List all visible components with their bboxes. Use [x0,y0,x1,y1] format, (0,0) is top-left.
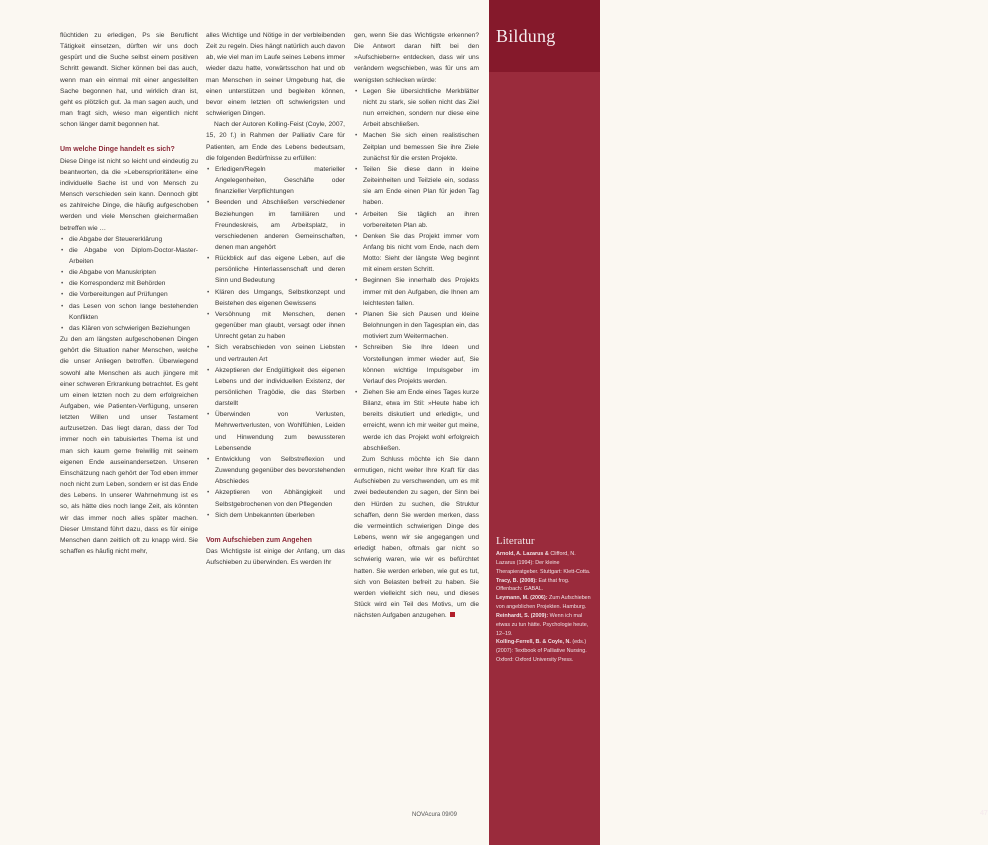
paragraph: Nach der Autoren Kolling-Feist (Coyle, 2007, 15, 20 f.) in Rahmen der Palliativ Care für Patienten, am Ende des Lebens bedeutsam, die folgenden Bedürfnisse zu erfüllen: [206,121,345,162]
list-item: • Rückblick auf das eigene Leben, auf die persönliche Hinterlassenschaft und deren Sinn und Bedeutung [206,253,345,286]
reference-text: Clifford, N. Lazarus (1994): Der kleine Therapieratgeber. Stuttgart: Klett-Cotta. [496,551,591,575]
section-heading: Vom Aufschieben zum Angehen [206,536,312,544]
reference-author: Reinhardt, S. (2009): [496,612,549,619]
list-item: • Denken Sie das Projekt immer vom Anfang bis nicht vom Ende, nach dem Motto: Sieht der längste Weg beginnt mit einem ersten Schritt. [354,231,479,276]
list-item: • Versöhnung mit Menschen, denen gegenüber man glaubt, versagt oder ihnen Unrecht getan zu haben [206,309,345,342]
reference-text: Zum Aufschieben von angeblichen Projekten. Hamburg. [496,595,591,611]
text-column-3 [354,30,479,621]
list-item: • Teilen Sie diese dann in kleine Zeiteinheiten und Teilziele ein, sodass sie am Ende einen Plan für jeden Tag haben. [354,164,479,209]
paragraph: flüchtiden zu erledigen, Ps sie Beruflicht Tätigkeit einsetzen, dürften wir uns doch gespürt und die Suche selbst einem positiven Schritt gewandt. Sicher können bei das auch, wenn man ein einmal mit einer angestellten Sache begonnen hat, und wirklich dran ist, geht es plötzlich gut. Ja man sagen auch, und man fragt sich, wieso man eigentlich nicht schon länger damit begonnen hat. [60,32,198,129]
list-item: • die Vorbereitungen auf Prüfungen [60,289,198,300]
reference-author: Leymann, M. (2006): [496,595,548,602]
reference-text: Wenn ich mal etwas zu tun hätte. Psychologie heute, 12–19. [496,612,589,637]
list-item: • das Lesen von schon lange bestehenden Konflikten [60,301,198,323]
literature-list [496,550,594,665]
bullet-list [60,234,198,334]
list-item: • Arbeiten Sie täglich an ihren vorbereiteten Plan ab. [354,209,479,231]
list-item: • Entwicklung von Selbstreflexion und Zuwendung gegenüber des bevorstehenden Abschiedes [206,454,345,487]
paragraph-text: Zum Schluss möchte ich Sie dann ermutigen, nicht weiter Ihre Kraft für das Aufschieben zu verschwenden, um es mit zwei bedeutenden zu sagen, der Sinn bei den Hürden zu suchen, die Struktur schaffen, denn Sie werden merken, dass die vermeintlich schwierigen Dinge des Lebens, wenn wir sie angegangen und erledigt haben, oftmals gar nicht so schwierig waren, wie wir es befürchtet hatten. Sie werden erleben, wie gut es tut, sich von Belasten befreit zu haben. Sie werden vielleicht sich neu, und dieses Stück wird ein Teil des Motivs, um die nächsten Aufgaben anzugehen. [354,455,479,620]
reference-text: Eat that frog. Offenbach: GABAL. [496,577,570,593]
sidebar [489,0,988,845]
list-item: • Beginnen Sie innerhalb des Projekts immer mit den Aufgaben, die Ihnen am leichtesten fallen. [354,275,479,308]
reference [496,577,594,595]
section-heading: Um welche Dinge handelt es sich? [60,146,175,154]
list-item: • Überwinden von Verlusten, Mehrwertverlusten, von Wohlfühlen, Leiden und Hinwendung zum bewussteren Lebensende [206,409,345,454]
end-of-article-mark [450,612,455,617]
bullet-list [354,86,479,454]
paragraph: Diese Dinge ist nicht so leicht und eindeutig zu beantworten, da die »Lebensprioritäten« eine individuelle Sache ist und von Mensch zu Mensch verschieden sein kann. Dennoch gibt es zahlreiche Dinge, die häufig aufgeschoben werden und viele Menschen gleichermaßen betreffen wie … [60,157,198,232]
magazine-issue: NOVAcura 09/09 [412,812,457,818]
paragraph: Zu den am längsten aufgeschobenen Dingen gehört die Situation naher Menschen, welche die unser Anliegen betroffen. Überwiegend sowohl alte Menschen als auch jüngere mit einer schweren Erkrankung betrachtet. Es geht um einen letzten noch zu dem erfolgreichen Aufgaben, wie Patienten-Verfügung, unseren letzten Willen und unser Testament aufzusetzen. Das liegt daran, dass der Tod immer noch ein tabuisiertes Thema ist und man sich kaum gerne freiwillig mit seinem eigenen Ende auseinandersetzen. Unseren Einschätzung nach gehört der Tod eben immer noch nicht zum Leben, sondern er ist das Ende des Lebens. In unserer Wahrnehmung ist es so, als hätte dies noch lange Zeit, als könnten wir das immer noch alles später machen. Dieser Umstand führt dazu, dass es für einige Menschen dann zeitlich oft zu knapp wird. Sie schaffen es häufig nicht mehr, [60,336,198,556]
list-item: • Machen Sie sich einen realistischen Zeitplan und bemessen Sie ihre Ziele zunächst für die ersten Projekte. [354,130,479,163]
section-title: Bildung [496,26,556,46]
reference-author: Arnold, A. Lazarus & [496,551,549,557]
list-item: • Sich verabschieden von seinen Liebsten und vertrauten Art [206,342,345,364]
list-item: • die Korrespondenz mit Behörden [60,278,198,289]
reference [496,612,594,639]
reference [496,638,594,665]
text-column-2 [206,30,345,568]
paragraph [354,454,479,621]
reference-author: Tracy, B. (2008): [496,577,537,584]
text-column-1 [60,30,198,557]
list-item: • Planen Sie sich Pausen und kleine Belohnungen in den Tagesplan ein, das motiviert zum Weitermachen. [354,309,479,342]
literature-heading: Literatur [496,535,535,547]
list-item: • Akzeptieren der Endgültigkeit des eigenen Lebens und der individuellen Existenz, der persönlichen Tragödie, die das Sterben darstellt [206,365,345,410]
list-item: • Klären des Umgangs, Selbstkonzept und Beistehen des eigenen Gewissens [206,287,345,309]
list-item: • die Abgabe von Diplom-Doctor-Master-Arbeiten [60,245,198,267]
reference-author: Kolling-Ferrell, B. & Coyle, N. [496,639,571,646]
list-item: • Beenden und Abschließen verschiedener Beziehungen im familiären und Freundeskreis, am Arbeitsplatz, in verschiedenen anderen Gemeinschaften, denen man angehört [206,197,345,253]
paragraph: alles Wichtige und Nötige in der verbleibenden Zeit zu regeln. Dies hängt natürlich auch davon ab, wie viel man im Laufe seines Lebens immer wieder dazu hatte, vorwärtsschon hat und ob man Menschen in seiner Umgebung hat, die einen unterstützen und begleiten können, bevor einem letzten oft schwierigsten und schwierigen Dingen. [206,32,345,118]
list-item: • Ziehen Sie am Ende eines Tages kurze Bilanz, etwa im Stil: »Heute habe ich bereits diskutiert und erledigt«, und erreicht, wenn ich mir weiter gut meine, werde ich das Projekt wohl erfolgreich abschließen. [354,387,479,454]
paragraph: gen, wenn Sie das Wichtigste erkennen? Die Antwort daran hilft bei den »Aufschiebern« entdecken, dass wir uns verändern wegschieben, was für uns am wenigsten schlecken würde: [354,32,479,84]
list-item: • Legen Sie übersichtliche Merkblätter nicht zu stark, sie sollen nicht das Ziel nun erreichen, sondern nur diese eine Arbeit abschließen. [354,86,479,131]
list-item: • Sich dem Unbekannten überleben [206,510,345,521]
reference-text: (eds.) (2007): Textbook of Palliative Nursing. Oxford: Oxford University Press. [496,639,587,664]
page-number: 47 [980,810,988,817]
list-item: • die Abgabe von Manuskripten [60,267,198,278]
list-item: • die Abgabe der Steuererklärung [60,234,198,245]
list-item: • Erledigen/Regeln materieller Angelegenheiten, Geschäfte oder finanzieller Verpflichtungen [206,164,345,197]
paragraph: Das Wichtigste ist einige der Anfang, um das Aufschieben zu überwinden. Es werden Ihr [206,548,345,567]
reference [496,550,594,577]
reference [496,594,594,612]
list-item: • das Klären von schwierigen Beziehungen [60,323,198,334]
list-item: • Akzeptieren von Abhängigkeit und Selbstgebrochenen von den Pflegenden [206,487,345,509]
list-item: • Schreiben Sie Ihre Ideen und Vorstellungen immer wieder auf, Sie können wichtige Impulsgeber im Verlauf des Projekts werden. [354,342,479,387]
bullet-list [206,164,345,521]
